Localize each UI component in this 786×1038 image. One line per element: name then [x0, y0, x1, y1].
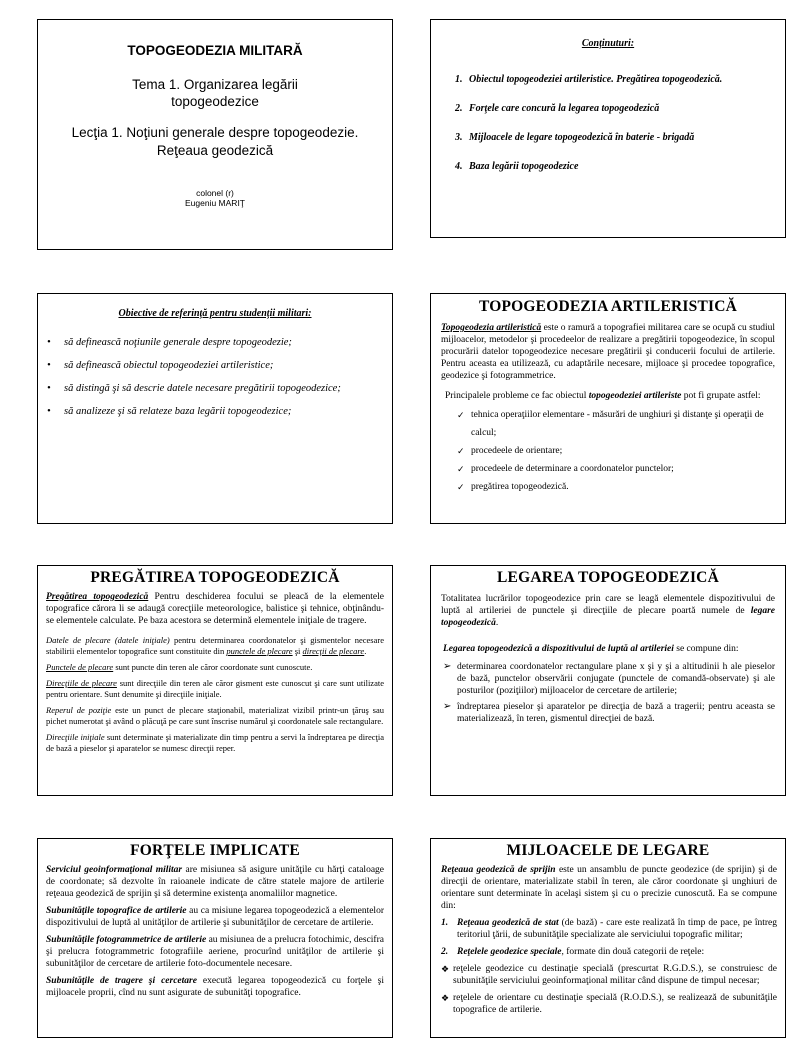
means-block: [441, 864, 777, 1016]
notes-block: [46, 635, 384, 754]
problem-item: ✓ tehnica operaţiilor elementare - măsurări de unghiuri şi distanţe şi operaţii de calcul;: [455, 406, 771, 442]
author-rank: colonel (r): [196, 188, 234, 198]
category-item: ❖ reţelele geodezice cu destinaţie specială (prescurtat R.G.D.S.), se construiesc de subunităţile serviciului geoinformaţional militar când dispune de timpul necesar;: [441, 963, 777, 987]
slide-heading: TOPOGEODEZIA ARTILERISTICĂ: [478, 298, 738, 315]
composition-list: [443, 661, 775, 725]
problems-intro: Principalele probleme ce fac obiectul topogeodeziei artileriste pot fi grupate astfel:: [445, 391, 761, 401]
force-paragraph: Subunităţile topografice de artilerie au ca misiune legarea topogeodezică a elementelor dispozitivului de luptă al unităţilor de artilerie şi subunităţilor de cercetare de artilerie.: [46, 906, 384, 928]
objective-item: • să analizeze şi să relateze baza legării topogeodezice;: [42, 400, 378, 423]
slide-legarea-topogeodezica: [430, 565, 786, 796]
definition-paragraph: Topogeodezia artileristică este o ramură a topografiei militarea care se ocupă cu studiul mijloacelor, metodelor şi procedeelor de realizare a pregătirii topogeodezice, în scopul procurării datelor topogeodezice necesare pregătirii şi conducerii focului de artilerie. Pentru aceasta ea utilizează, cu adaptările necesare, mijloace şi procedee topografice, geodezice şi fotogrammetrice.: [441, 323, 775, 381]
numbered-item: 2. Reţelele geodezice speciale, formate din două categorii de reţele:: [441, 947, 705, 957]
composition-item: ➢ determinarea coordonatelor rectangulare plane x şi y şi a altitudinii h ale pieselor de bază, punctelor observării conjugate (punctele de comandă-observate) şi ale posturilor (poziţiilor) mijloacelor de cercetare de artilerie;: [443, 661, 775, 697]
slide-mijloacele-de-legare: [430, 838, 786, 1038]
contents-item: 3. Mijloacele de legare topogeodezică în baterie - brigadă: [465, 123, 771, 152]
objective-item: • să distingă şi să descrie datele necesare pregătirii topogeodezice;: [42, 377, 378, 400]
problem-item: ✓ procedeele de orientare;: [455, 442, 771, 460]
objective-item: • să definească noţiunile generale despre topogeodezie;: [42, 331, 378, 354]
note-punctele-de-plecare: Punctele de plecare sunt puncte din teren ale căror coordonate sunt cunoscute.: [46, 662, 313, 672]
category-item: ❖ reţelele de orientare cu destinaţie specială (R.O.D.S.), se realizează de subunităţile topografice de artilerie.: [441, 992, 777, 1016]
contents-item: 4. Baza legării topogeodezice: [465, 152, 771, 181]
slide-heading: FORŢELE IMPLICATE: [130, 842, 300, 859]
slide-contents: [430, 19, 786, 238]
slide-pregatirea-topogeodezica: [37, 565, 393, 796]
lesson-title: Lecţia 1. Noţiuni generale despre topogeodezie. Reţeaua geodezică: [71, 125, 359, 158]
author-name: Eugeniu MARIŢ: [185, 198, 245, 208]
force-paragraph: Subunităţile de tragere şi cercetare execută legarea topogeodezică cu forţele şi mijloacele proprii, cînd nu sunt asigurate de subunităţi topografice.: [46, 976, 384, 998]
slide-fortele-implicate: [37, 838, 393, 1038]
force-paragraph: Serviciul geoinformaţional militar are misiunea să asigure unităţile cu hărţi cataloage de coordonate; să dezvolte în raioanele indicate de către statele majore de artilerie reţeaua geodezică de sprijin şi să determine existenţa anomaliilor magnetice.: [46, 865, 384, 899]
slide-heading: PREGĂTIREA TOPOGEODEZICĂ: [90, 569, 340, 586]
slide-topogeodezia-artileristica: [430, 293, 786, 524]
contents-list: [465, 65, 771, 181]
note-reperul-de-pozitie: Reperul de poziţie este un punct de plecare staţionabil, materializat vizibil printr-un ţăruş sau pichet numerotat şi având o plăcuţă pe care sunt înscrise numărul şi coordonatele sale rectangulare.: [46, 705, 384, 726]
network-definition: Reţeaua geodezică de sprijin este un ansamblu de puncte geodezice (de sprijin) şi de direcţii de orientare, materializate stabil în teren, ale căror coordonate şi unghiuri de orientare sunt determinate în acelaşi sistem şi cu o precizie cunoscută. Ea se compune din:: [441, 865, 777, 911]
composition-item: ➢ îndreptarea pieselor şi aparatelor pe direcţia de bază a tragerii; pentru aceasta se materializează, în teren, gismentul direcţiei de bază.: [443, 701, 775, 725]
forces-block: [46, 864, 384, 999]
theme-title: Tema 1. Organizarea legării topogeodezice: [132, 77, 298, 109]
composition-intro: Legarea topogeodezică a dispozitivului de luptă al artileriei se compune din:: [443, 644, 739, 654]
note-directiile-de-plecare: Direcţiile de plecare sunt direcţiile din teren ale căror gisment este cunoscut şi care sunt utilizate pentru orientare. Sunt denumite şi direcţiile iniţiale.: [46, 678, 384, 699]
objective-item: • să definească obiectul topogeodeziei artileristice;: [42, 354, 378, 377]
problem-item: ✓ pregătirea topogeodezică.: [455, 478, 771, 496]
contents-item: 2. Forţele care concură la legarea topogeodezică: [465, 94, 771, 123]
slide-objectives: [37, 293, 393, 524]
slide-heading: LEGAREA TOPOGEODEZICĂ: [497, 569, 719, 586]
force-paragraph: Subunităţile fotogrammetrice de artilerie au misiunea de a prelucra fotochimic, descifra şi prelucra fotogrammetric fotografiile aeriene, procurînd unităţilor de artilerie şi subunităţilor de cercetare de artilerie foto-documentele necesare.: [46, 935, 384, 969]
numbered-item: 1. Reţeaua geodezică de stat (de bază) - care este realizată în timp de pace, pe întreg teritoriul ţării, de subunităţile specializate ale serviciului topografic militar;: [441, 918, 777, 940]
problem-item: ✓ procedeele de determinare a coordonatelor punctelor;: [455, 460, 771, 478]
intro-paragraph: Totalitatea lucrărilor topogeodezice prin care se leagă elementele dispozitivului de luptă al artileriei de punctele şi direcţiile de plecare poartă numele de legare topogeodezică.: [441, 594, 775, 628]
slide-title: [37, 19, 393, 250]
network-categories: [441, 963, 777, 1016]
objectives-list: [42, 331, 378, 423]
contents-item: 1. Obiectul topogeodeziei artileristice. Pregătirea topogeodezică.: [465, 65, 771, 94]
slide-heading: MIJLOACELE DE LEGARE: [506, 842, 710, 859]
note-directiile-initiale: Direcţiile iniţiale sunt determinate şi materializate din timp pentru a servi la îndreptarea pe direcţia de bază a pieselor şi aparatelor se numesc direcţii reper.: [46, 732, 384, 753]
intro-paragraph: Pregătirea topogeodezică Pentru deschiderea focului se pleacă de la elementele topografice cărora li se adaugă corecţiile meteorologice, balistice şi tehnice, obţinându-se elementele calculate. Pe baza acestora se determină elementele iniţiale de tragere.: [46, 592, 384, 626]
problems-list: [455, 406, 771, 496]
objectives-heading: Obiective de referinţă pentru studenţii militari:: [118, 308, 312, 319]
main-title: TOPOGEODEZIA MILITARĂ: [127, 43, 303, 58]
note-datele-de-plecare: Datele de plecare (datele iniţiale) pentru determinarea coordonatelor şi gismentelor necesare stabilirii elementelor topografice sunt constituite din punctele de plecare şi direcţii de plecare.: [46, 635, 384, 656]
contents-heading: Conţinuturi:: [581, 38, 635, 49]
